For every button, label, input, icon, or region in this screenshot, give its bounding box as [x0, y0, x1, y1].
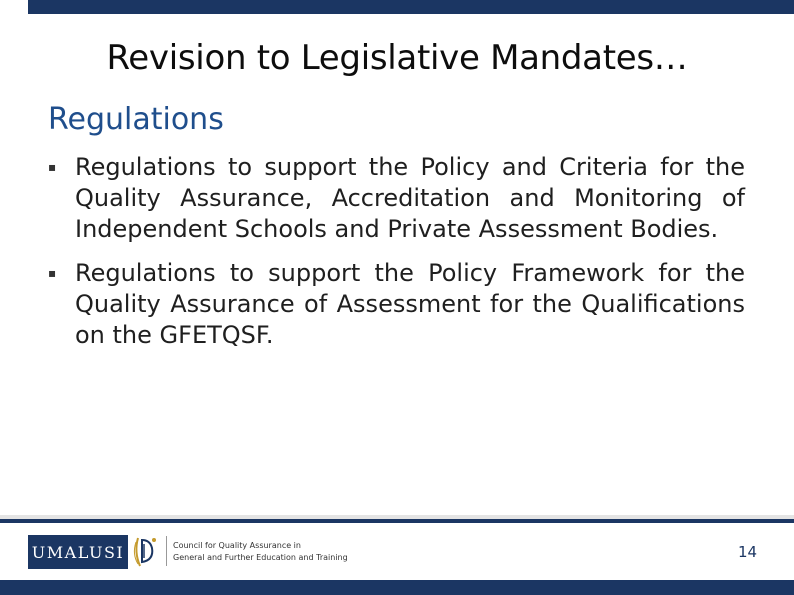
umalusi-logo: [28, 535, 128, 569]
top-banner-bar: [28, 0, 794, 14]
bullet-text: Regulations to support the Policy and Criteria for the Quality Assurance, Accreditation and Monitoring of Independent Schools and Private Assessment Bodies.: [75, 153, 745, 243]
umalusi-emblem-icon: [130, 532, 160, 572]
bullet-marker: ▪: [48, 160, 57, 174]
council-line-2: General and Further Education and Training: [173, 553, 348, 562]
slide-title: Revision to Legislative Mandates…: [106, 38, 688, 78]
footer-divider: [166, 536, 167, 566]
council-line-1: Council for Quality Assurance in: [173, 541, 301, 550]
footer-rule-blue: [0, 519, 794, 523]
bullet-item: [48, 152, 745, 245]
slide-subtitle: Regulations: [48, 102, 224, 137]
footer-bar: [0, 580, 794, 595]
bullet-text: Regulations to support the Policy Framework for the Quality Assurance of Assessment for the Qualifications on the GFETQSF.: [75, 259, 745, 349]
council-name: [173, 540, 348, 564]
bullet-marker: ▪: [48, 266, 57, 280]
bullet-list: [48, 152, 745, 364]
logo-text: UMALUSI: [31, 542, 125, 562]
page-number: 14: [738, 543, 758, 561]
bullet-item: [48, 258, 745, 351]
